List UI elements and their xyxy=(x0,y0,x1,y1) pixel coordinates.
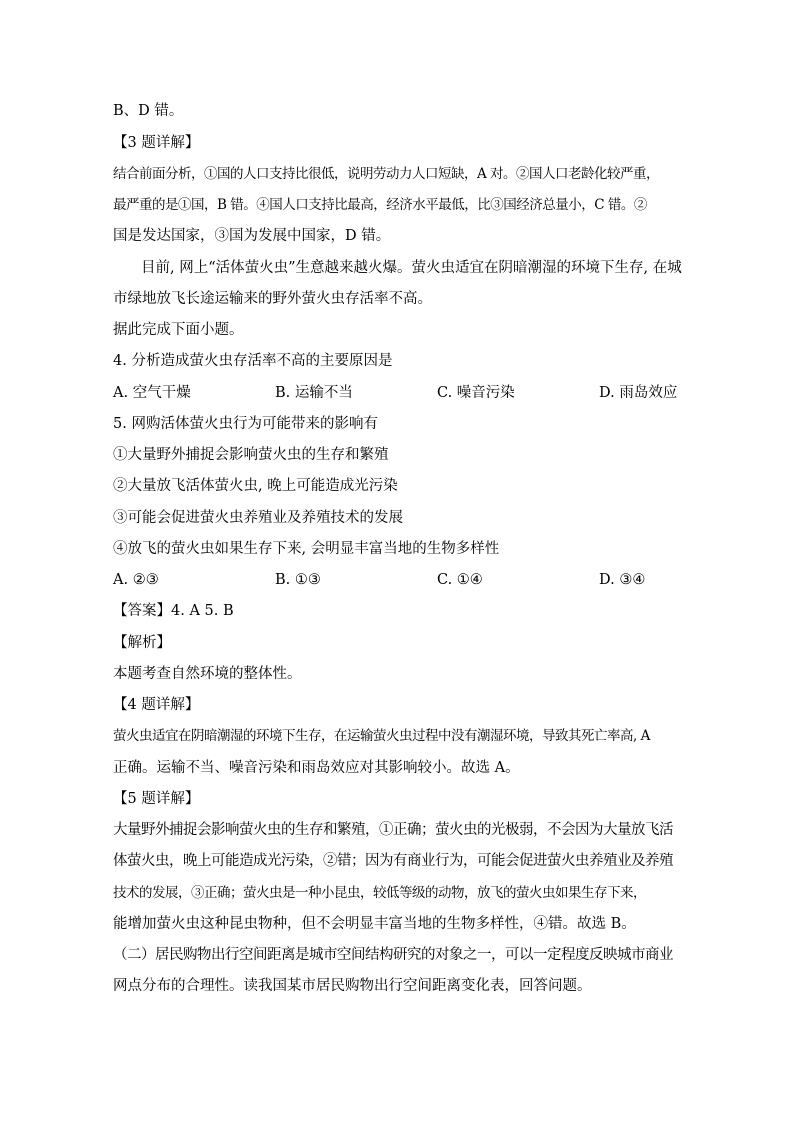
statement-3: ③可能会促进萤火虫养殖业及养殖技术的发展 xyxy=(113,510,403,526)
q4-option-c: C. 噪音污染 xyxy=(437,385,515,401)
statement-2: ②大量放飞活体萤火虫, 晚上可能造成光污染 xyxy=(113,478,398,494)
text-line: 体萤火虫，晚上可能造成光污染，②错；因为有商业行为，可能会促进萤火虫养殖业及养殖 xyxy=(113,853,673,869)
text-line: 大量野外捕捉会影响萤火虫的生存和繁殖，①正确；萤火虫的光极弱，不会因为大量放飞活 xyxy=(113,822,673,838)
answer-line: 【答案】4. A 5. B xyxy=(113,603,234,619)
question-4: 4. 分析造成萤火虫存活率不高的主要原因是 xyxy=(113,353,393,369)
text-line: 正确。运输不当、噪音污染和雨岛效应对其影响较小。故选 A。 xyxy=(113,760,520,776)
section-heading: 【3 题详解】 xyxy=(113,135,200,151)
q4-option-a: A. 空气干燥 xyxy=(113,385,191,401)
section-heading: 【4 题详解】 xyxy=(113,697,200,713)
question-5: 5. 网购活体萤火虫行为可能带来的影响有 xyxy=(113,416,378,432)
text-line: 萤火虫适宜在阴暗潮湿的环境下生存，在运输萤火虫过程中没有潮湿环境，导致其死亡率高, A xyxy=(113,728,650,744)
text-line: 据此完成下面小题。 xyxy=(113,322,244,338)
section-heading: 【5 题详解】 xyxy=(113,791,200,807)
q5-option-a: A. ②③ xyxy=(113,572,159,588)
text-line: 目前, 网上“活体萤火虫”生意越来越火爆。萤火虫适宜在阴暗潮湿的环境下生存, 在城 xyxy=(141,260,682,276)
q5-option-c: C. ①④ xyxy=(437,572,483,588)
text-line: B、D 错。 xyxy=(113,103,184,119)
section-heading: 【解析】 xyxy=(113,635,171,651)
text-line: 国是发达国家，③国为发展中国家，D 错。 xyxy=(113,228,391,244)
text-line: 能增加萤火虫这种昆虫物种，但不会明显丰富当地的生物多样性，④错。故选 B。 xyxy=(113,916,636,932)
text-line: 结合前面分析，①国的人口支持比很低，说明劳动力人口短缺，A 对。②国人口老龄化较严重， xyxy=(113,166,660,182)
q5-option-b: B. ①③ xyxy=(275,572,321,588)
statement-1: ①大量野外捕捉会影响萤火虫的生存和繁殖 xyxy=(113,447,389,463)
q4-option-b: B. 运输不当 xyxy=(275,385,353,401)
text-line: 技术的发展，③正确；萤火虫是一种小昆虫，较低等级的动物，放飞的萤火虫如果生存下来， xyxy=(113,885,646,901)
q4-option-d: D. 雨岛效应 xyxy=(599,385,678,401)
text-line: 市绿地放飞长途运输来的野外萤火虫存活率不高。 xyxy=(113,291,432,307)
text-line: 网点分布的合理性。读我国某市居民购物出行空间距离变化表，回答问题。 xyxy=(113,978,592,994)
q5-option-d: D. ③④ xyxy=(599,572,646,588)
statement-4: ④放飞的萤火虫如果生存下来, 会明显丰富当地的生物多样性 xyxy=(113,541,500,557)
text-line: （二）居民购物出行空间距离是城市空间结构研究的对象之一，可以一定程度反映城市商业 xyxy=(113,947,673,963)
text-line: 本题考查自然环境的整体性。 xyxy=(113,666,302,682)
text-line: 最严重的是①国，B 错。④国人口支持比最高，经济水平最低，比③国经济总量小，C 错。② xyxy=(113,197,647,213)
